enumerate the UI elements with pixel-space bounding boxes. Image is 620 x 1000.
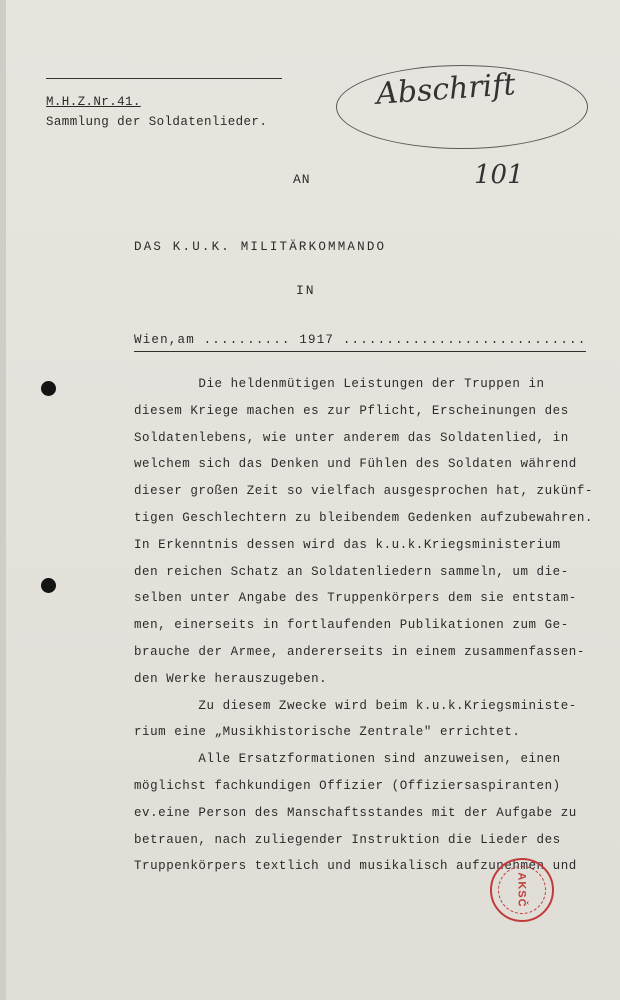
body-line: betrauen, nach zuliegender Instruktion die Lieder des: [134, 832, 561, 847]
archive-stamp: [490, 858, 554, 922]
body-line: brauche der Armee, andererseits in einem zusammenfassen-: [134, 644, 585, 659]
handwritten-page-number: 101: [474, 160, 524, 190]
body-line: rium eine „Musikhistorische Zentrale" errichtet.: [134, 725, 521, 740]
punch-hole: [41, 578, 56, 593]
punch-hole: [41, 381, 56, 396]
body-line: ev.eine Person des Manschaftsstandes mit der Aufgabe zu: [134, 805, 577, 820]
body-line: dieser großen Zeit so vielfach ausgesprochen hat, zukünf-: [134, 484, 593, 499]
body-line: den reichen Schatz an Soldatenliedern sammeln, um die-: [134, 564, 569, 579]
top-rule: [46, 78, 282, 79]
reference-number: M.H.Z.Nr.41.: [46, 95, 141, 109]
date-line: Wien,am .......... 1917 ............................: [134, 333, 586, 352]
body-line: men, einerseits in fortlaufenden Publikationen zum Ge-: [134, 618, 569, 633]
body-line: Zu diesem Zwecke wird beim k.u.k.Kriegsministe-: [134, 698, 577, 713]
body-line: den Werke herauszugeben.: [134, 671, 328, 686]
reference-block: [46, 95, 267, 129]
body-line: diesem Kriege machen es zur Pflicht, Erscheinungen des: [134, 403, 569, 418]
handwritten-abschrift: Abschrift: [374, 67, 517, 112]
body-line: Soldatenlebens, wie unter anderem das Soldatenlied, in: [134, 430, 569, 445]
in-label: IN: [296, 283, 316, 298]
body-line: selben unter Angabe des Truppenkörpers dem sie entstam-: [134, 591, 577, 606]
body-line: Die heldenmütigen Leistungen der Truppen in: [134, 377, 545, 391]
recipient: DAS K.U.K. MILITÄRKOMMANDO: [134, 240, 387, 254]
subject-line: Sammlung der Soldatenlieder.: [46, 115, 268, 129]
body-line: möglichst fachkundigen Offizier (Offiziersaspiranten): [134, 778, 561, 793]
body-line: tigen Geschlechtern zu bleibendem Gedenken aufzubewahren.: [134, 510, 593, 525]
body-text: [134, 371, 604, 880]
body-line: Truppenkörpers textlich und musikalisch aufzunehmen und: [134, 859, 577, 874]
to-label: AN: [293, 172, 311, 187]
body-line: Alle Ersatzformationen sind anzuweisen, einen: [134, 752, 561, 767]
body-line: welchem sich das Denken und Fühlen des Soldaten während: [134, 457, 577, 472]
archive-stamp-text: AKSČ: [515, 872, 528, 908]
body-line: In Erkenntnis dessen wird das k.u.k.Kriegsministerium: [134, 537, 561, 552]
